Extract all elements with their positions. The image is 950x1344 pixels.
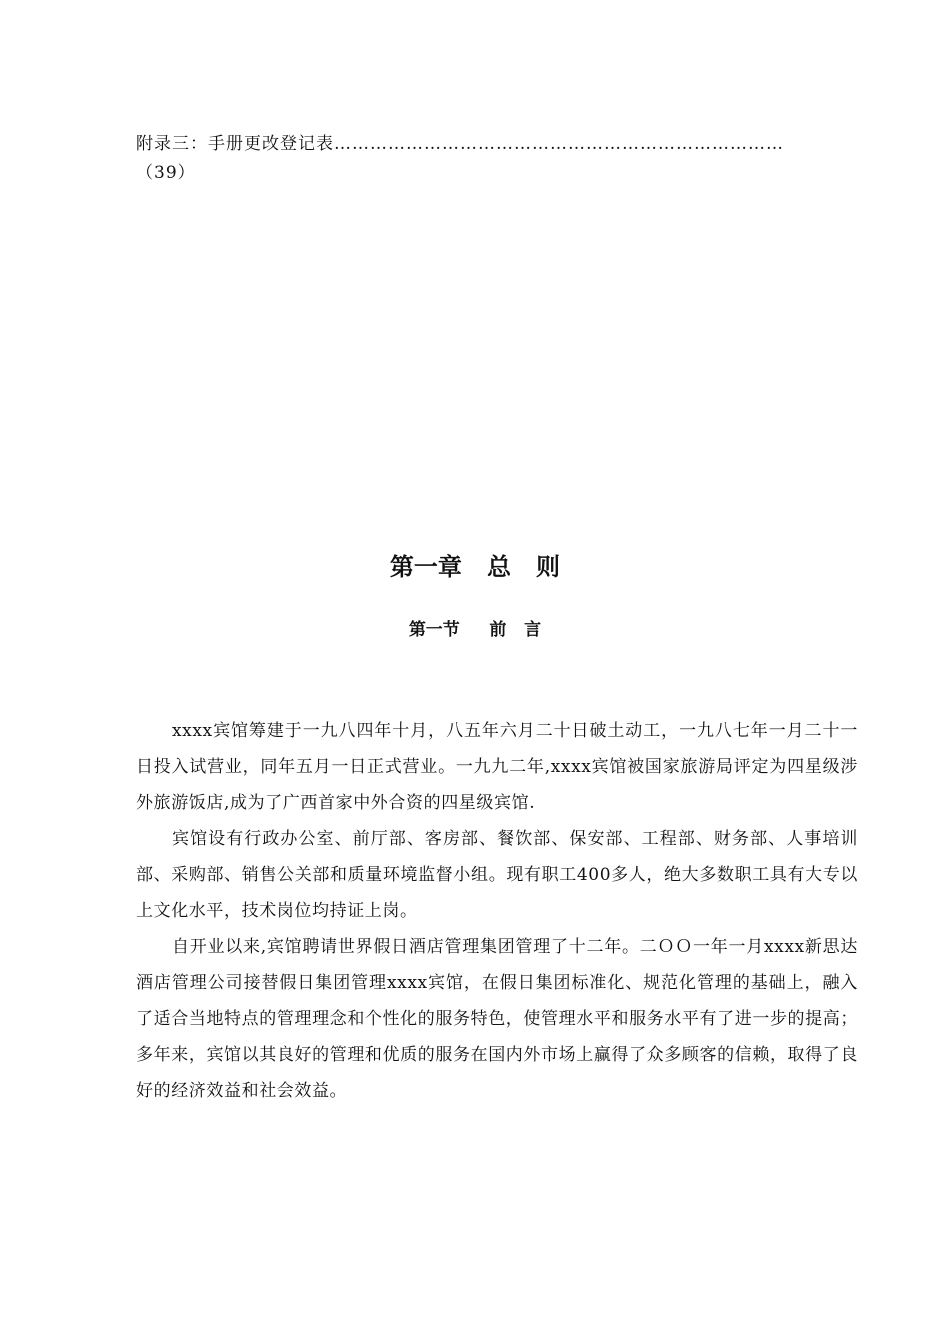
section-title: 第一节 前 言	[408, 620, 542, 640]
paragraph-2: 宾馆设有行政办公室、前厅部、客房部、餐饮部、保安部、工程部、财务部、人事培训部、采购部、销售公关部和质量环境监督小组。现有职工400多人，绝大多数职工具有大专以上文化水平，技术岗位均持证上岗。	[136, 829, 858, 921]
toc-entry-appendix-3: 附录三：手册更改登记表…………………………………………………………………	[136, 134, 784, 154]
paragraph-1: xxxx宾馆筹建于一九八四年十月，八五年六月二十日破土动工，一九八七年一月二十一日投入试营业，同年五月一日正式营业。一九九二年,xxxx宾馆被国家旅游局评定为四星级涉外旅游饭店,成为了广西首家中外合资的四星级宾馆.	[136, 721, 858, 813]
toc-entry-page-number: （39）	[136, 163, 196, 183]
chapter-title: 第一章 总 则	[389, 553, 561, 581]
paragraph-3: 自开业以来,宾馆聘请世界假日酒店管理集团管理了十二年。二ＯＯ一年一月xxxx新思达酒店管理公司接替假日集团管理xxxx宾馆，在假日集团标准化、规范化管理的基础上，融入了适合当地特点的管理理念和个性化的服务特色，使管理水平和服务水平有了进一步的提高；多年来，宾馆以其良好的管理和优质的服务在国内外市场上赢得了众多顾客的信赖，取得了良好的经济效益和社会效益。	[136, 937, 858, 1101]
body-text	[136, 713, 858, 1109]
